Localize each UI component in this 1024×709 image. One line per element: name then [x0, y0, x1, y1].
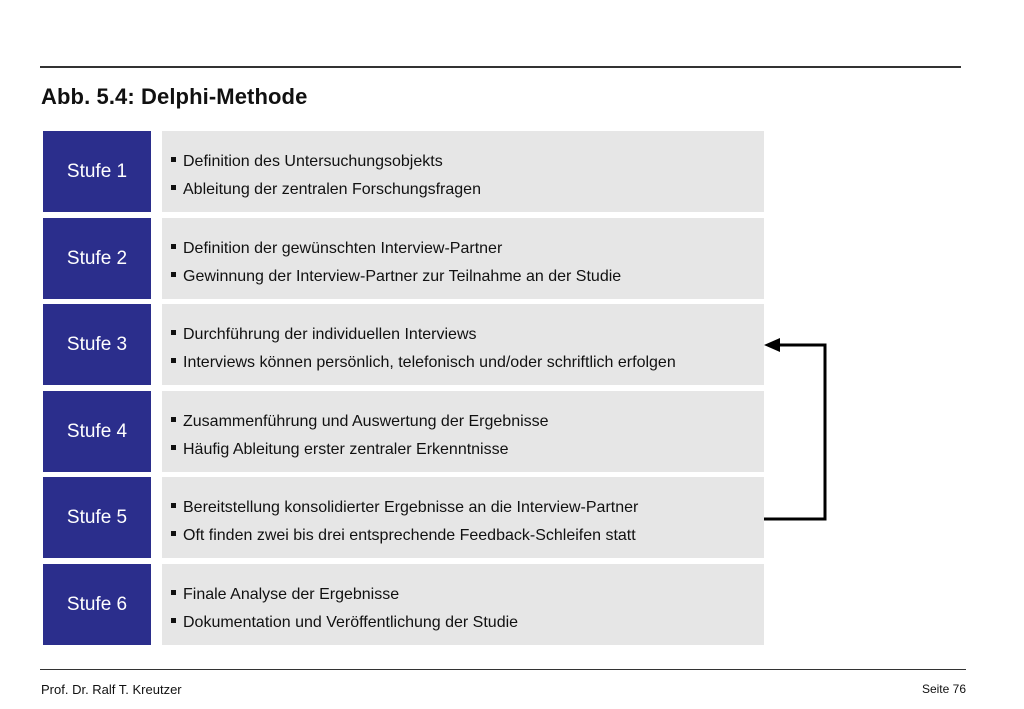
stage-row-3 — [43, 304, 764, 385]
bullet-item — [171, 321, 764, 349]
bullet-square-icon — [171, 503, 176, 508]
bullet-text: Gewinnung der Interview-Partner zur Teilnahme an der Studie — [183, 268, 622, 285]
bottom-divider — [40, 669, 966, 670]
bullet-square-icon — [171, 358, 176, 363]
bullet-square-icon — [171, 531, 176, 536]
bullet-text: Oft finden zwei bis drei entsprechende Feedback-Schleifen statt — [183, 527, 636, 544]
bullet-square-icon — [171, 185, 176, 190]
stage-label-2: Stufe 2 — [43, 218, 151, 299]
stage-label-1: Stufe 1 — [43, 131, 151, 212]
bullet-text: Durchführung der individuellen Interviews — [183, 326, 477, 343]
bullet-item — [171, 581, 764, 609]
bullet-square-icon — [171, 157, 176, 162]
bullet-square-icon — [171, 244, 176, 249]
stage-row-5 — [43, 477, 764, 558]
stage-content-2 — [162, 218, 764, 299]
bullet-item — [171, 609, 764, 637]
bullet-text: Häufig Ableitung erster zentraler Erkenntnisse — [183, 441, 509, 458]
footer-page-number: Seite 76 — [921, 682, 966, 696]
bullet-text: Zusammenführung und Auswertung der Ergebnisse — [183, 413, 549, 430]
bullet-text: Ableitung der zentralen Forschungsfragen — [183, 181, 481, 198]
stage-label-6: Stufe 6 — [43, 564, 151, 645]
stage-label-3: Stufe 3 — [43, 304, 151, 385]
bullet-text: Dokumentation und Veröffentlichung der Studie — [183, 614, 519, 631]
stage-content-3 — [162, 304, 764, 385]
feedback-loop-arrow-icon — [760, 330, 832, 525]
stage-content-6 — [162, 564, 764, 645]
bullet-square-icon — [171, 417, 176, 422]
bullet-item — [171, 349, 764, 377]
page-title: Abb. 5.4: Delphi-Methode — [41, 84, 308, 109]
bullet-item — [171, 176, 764, 204]
bullet-item — [171, 148, 764, 176]
bullet-square-icon — [171, 445, 176, 450]
stage-row-6 — [43, 564, 764, 645]
bullet-square-icon — [171, 590, 176, 595]
bullet-item — [171, 408, 764, 436]
stage-row-4 — [43, 391, 764, 472]
bullet-item — [171, 436, 764, 464]
stage-content-5 — [162, 477, 764, 558]
footer-author: Prof. Dr. Ralf T. Kreutzer — [41, 682, 182, 697]
stage-label-5: Stufe 5 — [43, 477, 151, 558]
bullet-text: Finale Analyse der Ergebnisse — [183, 586, 400, 603]
bullet-square-icon — [171, 618, 176, 623]
stage-content-4 — [162, 391, 764, 472]
bullet-text: Bereitstellung konsolidierter Ergebnisse an die Interview-Partner — [183, 499, 639, 516]
stage-content-1 — [162, 131, 764, 212]
bullet-text: Definition der gewünschten Interview-Partner — [183, 240, 503, 257]
stage-row-2 — [43, 218, 764, 299]
bullet-text: Definition des Untersuchungsobjekts — [183, 153, 443, 170]
top-divider — [40, 66, 961, 68]
bullet-square-icon — [171, 330, 176, 335]
stage-label-4: Stufe 4 — [43, 391, 151, 472]
bullet-item — [171, 494, 764, 522]
bullet-item — [171, 522, 764, 550]
bullet-square-icon — [171, 272, 176, 277]
bullet-text: Interviews können persönlich, telefonisch und/oder schriftlich erfolgen — [183, 354, 676, 371]
stage-row-1 — [43, 131, 764, 212]
bullet-item — [171, 235, 764, 263]
bullet-item — [171, 263, 764, 291]
